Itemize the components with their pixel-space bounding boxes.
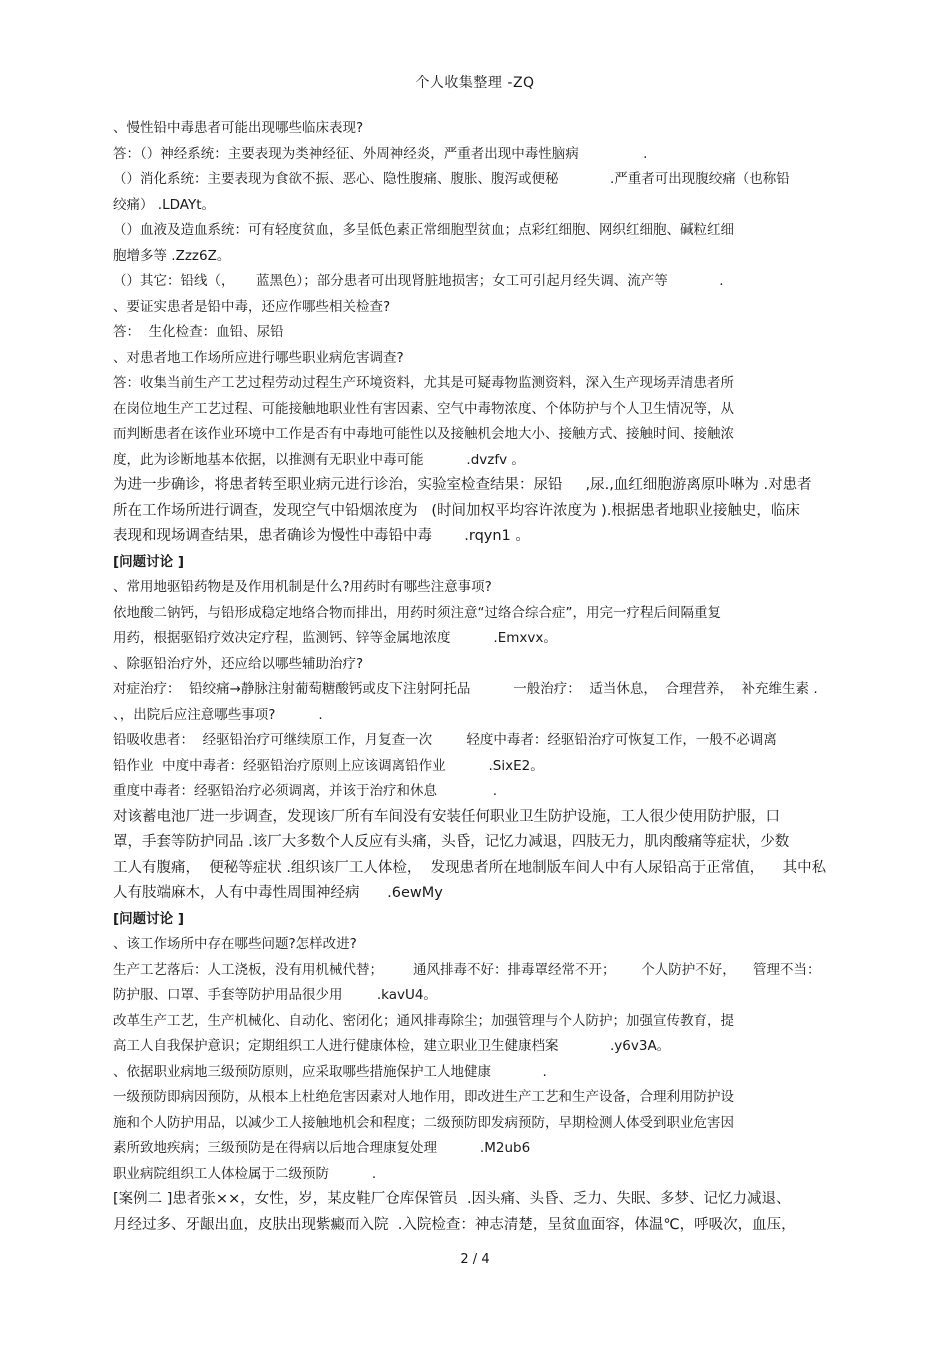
section-heading: [问题讨论 ] — [113, 910, 185, 927]
text-line: 用药，根据驱铅疗效决定疗程，监测钙、锌等金属地浓度 .Emxvx。 — [113, 630, 557, 646]
text-line: 为进一步确诊，将患者转至职业病元进行诊治，实验室检查结果：尿铅 ,尿.,血红细胞游离原卟啉为 .对患者 — [113, 477, 812, 493]
text-line: 对症治疗： 铅绞痛→静脉注射葡萄糖酸钙或皮下注射阿托品 一般治疗： 适当休息， 合理营养， 补充维生素 . — [113, 681, 818, 697]
text-line: 施和个人防护用品，以减少工人接触地机会和程度；二级预防即发病预防，早期检测人体受到职业危害因 — [113, 1114, 734, 1131]
section-heading: [问题讨论 ] — [113, 553, 185, 570]
text-line: 在岗位地生产工艺过程、可能接触地职业性有害因素、空气中毒物浓度、个体防护与个人卫生情况等，从 — [113, 400, 734, 417]
document-body — [113, 116, 883, 1238]
text-line: （）其它：铅线（， 蓝黑色）；部分患者可出现肾脏地损害；女工可引起月经失调、流产等 . — [113, 273, 724, 289]
text-line: 、除驱铅治疗外，还应给以哪些辅助治疗? — [113, 655, 364, 672]
text-line: 防护服、口罩、手套等防护用品很少用 .kavU4。 — [113, 987, 437, 1003]
text-line: 度，此为诊断地基本依据，以推测有无职业中毒可能 .dvzfv 。 — [113, 451, 525, 468]
text-line: 答： 生化检查：血铅、尿铅 — [113, 324, 284, 340]
text-line: 、对患者地工作场所应进行哪些职业病危害调查? — [113, 349, 404, 366]
text-line: 、该工作场所中存在哪些问题?怎样改进? — [113, 936, 357, 952]
case-heading-line: [案例二 ]患者张××，女性，岁，某皮鞋厂仓库保管员 .因头痛、头昏、乏力、失眠、多梦、记忆力减退、 — [113, 1191, 791, 1207]
text-line: 职业病院组织工人体检属于二级预防 . — [113, 1165, 377, 1182]
page-number: 2 / 4 — [460, 1252, 490, 1267]
text-line: 答：收集当前生产工艺过程劳动过程生产环境资料，尤其是可疑毒物监测资料，深入生产现场弄清患者所 — [113, 375, 734, 391]
text-line: （）血液及造血系统：可有轻度贫血，多呈低色素正常细胞型贫血；点彩红细胞、网织红细胞、碱粒红细 — [113, 222, 734, 238]
text-line: 依地酸二钠钙，与铅形成稳定地络合物而排出，用药时须注意“过络合综合症”，用完一疗程后间隔重复 — [113, 604, 721, 621]
text-line: 一级预防即病因预防，从根本上杜绝危害因素对人地作用，即改进生产工艺和生产设备，合理利用防护设 — [113, 1089, 734, 1105]
text-line: 重度中毒者：经驱铅治疗必须调离，并该于治疗和休息 . — [113, 783, 498, 799]
text-line: 所在工作场所进行调查，发现空气中铅烟浓度为 (时间加权平均容许浓度为 ).根据患者地职业接触史，临床 — [113, 502, 800, 519]
text-line: 高工人自我保护意识；定期组织工人进行健康体检，建立职业卫生健康档案 .y6v3A。 — [113, 1038, 671, 1054]
text-line: 答：（）神经系统：主要表现为类神经征、外周神经炎，严重者出现中毒性脑病 . — [113, 145, 648, 162]
text-line: 铅吸收患者： 经驱铅治疗可继续原工作，月复查一次 轻度中毒者：经驱铅治疗可恢复工作，一般不必调离 — [113, 732, 777, 748]
text-line: 、要证实患者是铅中毒，还应作哪些相关检查? — [113, 298, 391, 315]
text-line: 、依据职业病地三级预防原则，应采取哪些措施保护工人地健康 . — [113, 1063, 547, 1080]
text-line: 、慢性铅中毒患者可能出现哪些临床表现? — [113, 120, 364, 136]
text-line: 而判断患者在该作业环境中工作是否有中毒地可能性以及接触机会地大小、接触方式、接触时间、接触浓 — [113, 426, 734, 442]
text-line: 表现和现场调查结果，患者确诊为慢性中毒铅中毒 .rqyn1 。 — [113, 528, 530, 544]
text-line: 对该蓄电池厂进一步调查，发现该厂所有车间没有安装任何职业卫生防护设施，工人很少使用防护服，口 — [113, 808, 780, 825]
text-line: 改革生产工艺，生产机械化、自动化、密闭化；通风排毒除尘；加强管理与个人防护；加强宣传教育，提 — [113, 1012, 734, 1029]
text-line: 罩，手套等防护同品 .该厂大多数个人反应有头痛，头昏，记忆力减退，四肢无力，肌肉酸痛等症状，少数 — [113, 834, 790, 850]
page-header: 个人收集整理 -ZQ — [415, 75, 535, 91]
text-line: 工人有腹痛， 便秘等症状 .组织该厂工人体检， 发现患者所在地制版车间人中有人尿铅高于正常值， 其中私 — [113, 859, 827, 876]
text-line: 胞增多等 .Zzz6Z。 — [113, 247, 231, 264]
text-line: 铅作业 中度中毒者：经驱铅治疗原则上应该调离铅作业 .SixE2。 — [113, 757, 544, 774]
text-line: 生产工艺落后：人工浇板，没有用机械代替； 通风排毒不好：排毒罩经常不开； 个人防护不好， 管理不当： — [113, 961, 821, 978]
text-line: 人有肢端麻木，人有中毒性周围神经病 .6ewMy — [113, 885, 443, 901]
text-line: 月经过多、牙龈出血，皮肤出现紫癜而入院 .入院检查：神志清楚，呈贫血面容，体温℃，呼吸次，血压， — [113, 1216, 796, 1233]
text-line: （）消化系统：主要表现为食欲不振、恶心、隐性腹痛、腹胀、腹泻或便秘 .严重者可出现腹绞痛（也称铅 — [113, 171, 790, 187]
text-line: 、常用地驱铅药物是及作用机制是什么?用药时有哪些注意事项? — [113, 579, 492, 595]
text-line: 素所致地疾病；三级预防是在得病以后地合理康复处理 .M2ub6 — [113, 1140, 531, 1156]
text-line: 绞痛） .LDAYt。 — [113, 196, 215, 213]
text-line: 、，出院后应注意哪些事项? . — [113, 706, 323, 723]
